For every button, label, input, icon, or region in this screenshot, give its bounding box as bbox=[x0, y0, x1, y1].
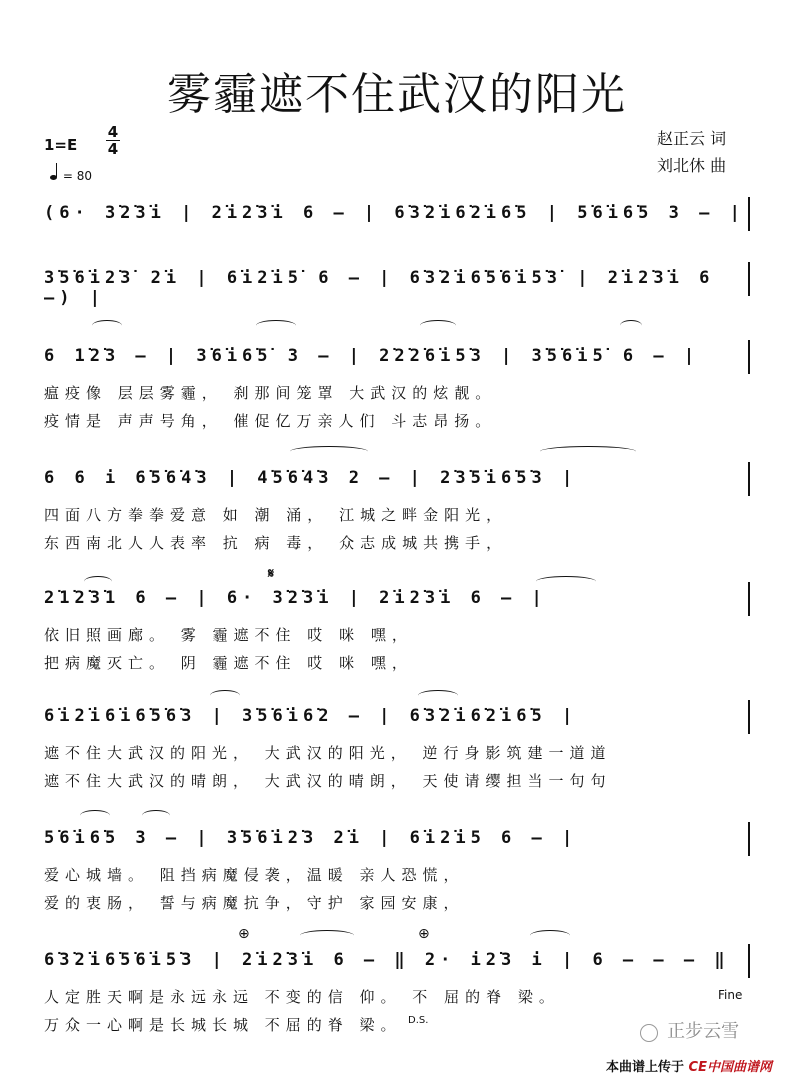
lyric-verse1: 爱心城墙。 阻挡病魔侵袭，温暖 亲人恐慌， bbox=[44, 866, 465, 884]
barline bbox=[748, 462, 750, 496]
segno-icon: 𝄋 bbox=[268, 566, 275, 582]
tempo-marking bbox=[50, 169, 92, 183]
score-row bbox=[44, 346, 756, 370]
lyric-verse1: 四面八方拳拳爱意 如 潮 涌， 江城之畔金阳光， bbox=[44, 506, 508, 524]
wechat-logo-icon bbox=[640, 1024, 658, 1042]
slur-arc bbox=[92, 320, 122, 331]
ds-mark: D.S. bbox=[408, 1015, 429, 1026]
lyric-verse1: 遮不住大武汉的阳光， 大武汉的阳光， 逆行身影筑建一道道 bbox=[44, 744, 612, 762]
barline bbox=[748, 197, 750, 231]
slur-arc bbox=[80, 810, 110, 821]
slur-arc bbox=[290, 446, 368, 457]
lyric-verse2: 爱的衷肠， 誓与病魔抗争，守护 家园安康， bbox=[44, 894, 465, 912]
lyric-verse1: 人定胜天啊是永远永远 不变的信 仰。 不 屈的脊 梁。 bbox=[44, 988, 560, 1006]
watermark-text: 正步云雪 bbox=[667, 1021, 740, 1042]
time-signature-top: 4 bbox=[107, 123, 119, 141]
slur-arc bbox=[84, 576, 112, 587]
notation-line: 6̇3̇2̇i6̇5̇6̇i5̇3 | 2̇i2̇3̇i 6 — ‖ 2· i2̇3 i | 6 — — — ‖ bbox=[44, 950, 730, 970]
lyric-verse2: 把病魔灭亡。 阴 霾遮不住 哎 咪 嘿， bbox=[44, 654, 413, 672]
lyric-verse1: 瘟疫像 层层雾霾， 刹那间笼罩 大武汉的炫靓。 bbox=[44, 384, 497, 402]
lyric-verse2: 东西南北人人表率 抗 病 毒， 众志成城共携手， bbox=[44, 534, 508, 552]
time-signature-bottom: 4 bbox=[107, 140, 119, 158]
coda-icon: ⊕ bbox=[238, 926, 250, 942]
notation-line: (6· 3̇2̇3̇i | 2̇i2̇3̇i 6 — | 6̇3̇2̇i6̇2̇i6̇5 | 5̇6̇i6̇5 3 — | bbox=[44, 203, 745, 223]
slur-arc bbox=[536, 576, 596, 587]
lyric-verse2: 万众一心啊是长城长城 不屈的脊 梁。 bbox=[44, 1016, 402, 1034]
notation-line: 3̇5̇6̇i2̇3̇ 2̇i | 6̇i2̇i5̇ 6 — | 6̇3̇2̇i6̇5̇6̇i5̇3̇ | 2̇i2̇3̇i 6 —) | bbox=[44, 268, 715, 308]
lyric-verse1: 依旧照画廊。 雾 霾遮不住 哎 咪 嘿， bbox=[44, 626, 413, 644]
composer: 刘北休 曲 bbox=[657, 156, 727, 175]
slur-arc bbox=[418, 690, 458, 701]
upload-note bbox=[606, 1056, 772, 1075]
lyric-verse2: 疫情是 声声号角， 催促亿万亲人们 斗志昂扬。 bbox=[44, 412, 497, 430]
watermark bbox=[640, 1017, 739, 1043]
fine-mark: Fine bbox=[718, 988, 743, 1002]
score-row bbox=[44, 588, 756, 612]
barline bbox=[748, 700, 750, 734]
barline bbox=[748, 582, 750, 616]
barline bbox=[748, 944, 750, 978]
notation-line: 6 1̇2̇3 — | 3̇6̇i6̇5̇ 3 — | 2̇2̇2̇6̇i5̇3 | 3̇5̇6̇i5̇ 6 — | bbox=[44, 346, 700, 366]
slur-arc bbox=[210, 690, 240, 701]
lyric-verse2: 遮不住大武汉的晴朗， 大武汉的晴朗， 天使请缨担当一句句 bbox=[44, 772, 612, 790]
slur-arc bbox=[142, 810, 170, 821]
slur-arc bbox=[620, 320, 642, 331]
score-row bbox=[44, 706, 756, 730]
score-row bbox=[44, 268, 756, 308]
notation-line: 5̇6̇i6̇5 3 — | 3̇5̇6̇i2̇3 2̇i | 6̇i2̇i5 6 — | bbox=[44, 828, 578, 848]
slur-arc bbox=[420, 320, 456, 331]
tempo-value: = 80 bbox=[62, 169, 92, 183]
slur-arc bbox=[530, 930, 570, 941]
barline bbox=[748, 262, 750, 296]
coda-icon-2: ⊕ bbox=[418, 926, 430, 942]
slur-arc bbox=[300, 930, 354, 941]
key-signature: 1=E bbox=[44, 136, 78, 154]
score-row bbox=[44, 950, 756, 974]
upload-text: 本曲谱上传于 bbox=[606, 1060, 685, 1075]
score-row bbox=[44, 828, 756, 852]
site-logo: CE中国曲谱网 bbox=[688, 1060, 772, 1075]
notation-line: 2̇1̇2̇3̇1 6 — | 6· 3̇2̇3̇i | 2̇i2̇3̇i 6 — | bbox=[44, 588, 547, 608]
page-title: 雾霾遮不住武汉的阳光 bbox=[167, 69, 627, 120]
notation-line: 6̇i2̇i6̇i6̇5̇6̇3 | 3̇5̇6̇i6̇2 — | 6̇3̇2̇i6̇2̇i6̇5 | bbox=[44, 706, 578, 726]
slur-arc bbox=[256, 320, 296, 331]
notation-line: 6 6 i 6̇5̇6̇4̇3 | 4̇5̇6̇4̇3 2 — | 2̇3̇5̇i6̇5̇3 | bbox=[44, 468, 578, 488]
quarter-note-icon bbox=[50, 175, 57, 180]
barline bbox=[748, 822, 750, 856]
lyricist: 赵正云 词 bbox=[657, 129, 727, 148]
time-signature bbox=[106, 124, 120, 157]
score-row bbox=[44, 203, 756, 227]
slur-arc bbox=[540, 446, 636, 457]
barline bbox=[748, 340, 750, 374]
score-row bbox=[44, 468, 756, 492]
